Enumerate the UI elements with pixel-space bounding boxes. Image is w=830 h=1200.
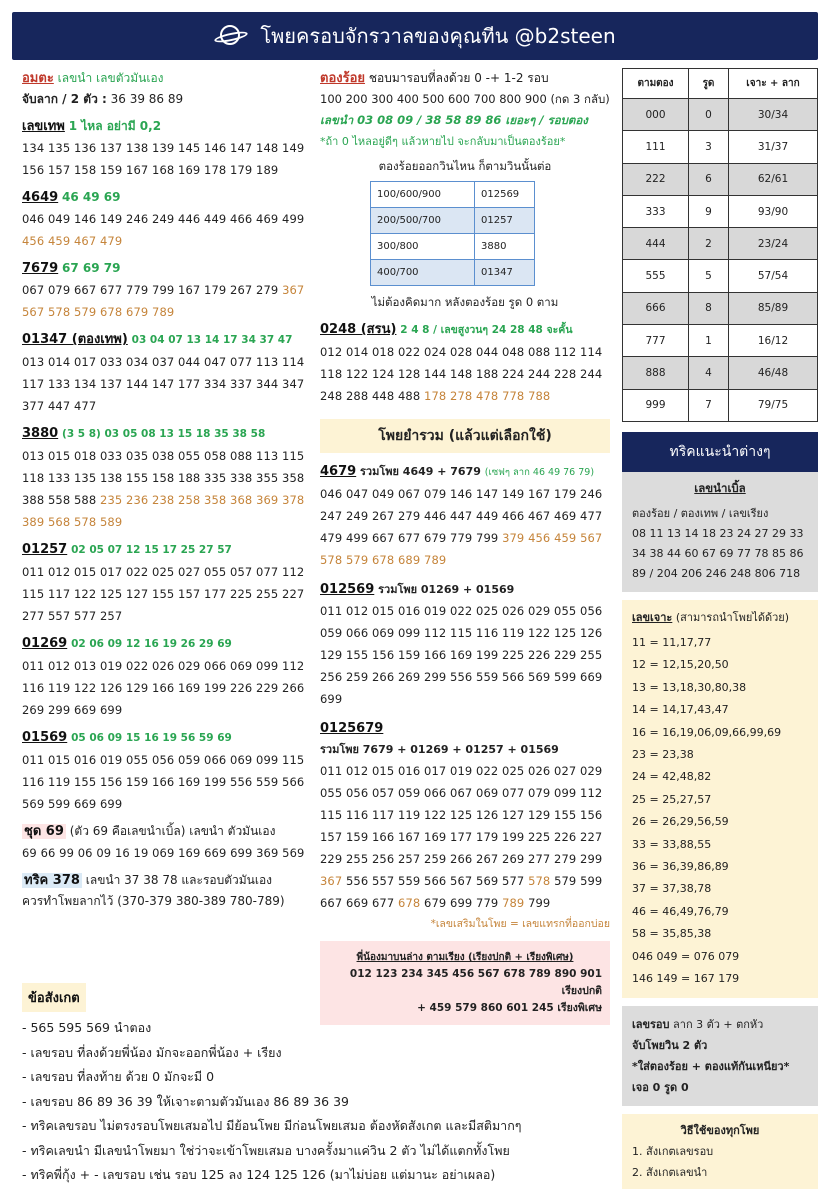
amta-note: เลขนำ เลขตัวมันเอง: [57, 71, 164, 85]
g01569-label: 01569: [22, 730, 68, 745]
g01269-nums: 011 012 013 019 022 026 029 066 069 099 112 116 119 122 126 129 166 169 199 226 229 266 269 299 669 699: [22, 659, 305, 717]
g0248-lead: 2 4 8 / เลขสูงวนๆ 24 28 48 จะคั้น: [400, 324, 573, 336]
jaw-row: 26 = 26,29,56,59: [632, 815, 729, 829]
g012569-title: รวมโพย 01269 + 01569: [378, 583, 515, 596]
jaw-row: 146 149 = 167 179: [632, 972, 740, 986]
g012569-block: [320, 579, 610, 710]
observations-title: ข้อสังเกต: [22, 983, 86, 1012]
jaw-row: 46 = 46,49,76,79: [632, 904, 729, 918]
g4679-block: [320, 461, 610, 571]
double-lead-box: [622, 472, 818, 592]
tong-table-cell: 300/800: [371, 234, 475, 260]
g012569-label: 012569: [320, 582, 375, 597]
g01347-nums: 013 014 017 033 034 037 044 047 077 113 114 117 133 134 137 144 147 177 334 337 344 347 377 447 477: [22, 355, 305, 413]
g0125679-extra: 578: [528, 874, 551, 888]
tong-table: [370, 181, 535, 286]
table-row: 666 8 85/89: [623, 292, 818, 324]
tong-table-cell: 01347: [475, 260, 535, 286]
g0248-block: [320, 319, 610, 407]
g3880-lead: (3 5 8) 03 05 08 13 15 18 35 38 58: [62, 428, 266, 440]
tong-table-cell: 200/500/700: [371, 208, 475, 234]
left-column: [22, 68, 310, 918]
g012569-nums: 011 012 015 016 019 022 025 026 029 055 056 059 066 069 099 112 115 116 119 122 125 126 129 155 156 159 166 169 199 225 226 229 255 256 259 266 269 299 556 559 566 569 599 669 699: [320, 604, 603, 706]
thep-label: เลขเทพ: [22, 119, 65, 134]
trick378-line2: ควรทำโพยลากไว้ (370-379 380-389 780-789): [22, 894, 285, 908]
amta-block: [22, 68, 310, 110]
g0125679-nums: 011 012 015 016 017 019 022 025 026 027 029 055 056 057 059 066 067 069 077 079 099 112 115 116 117 119 122 125 126 127 129 155 156 157 159 166 167 169 177 179 199 225 226 227 229 255 256 257 259 266 267 269 277 279 299: [320, 764, 603, 866]
amta-nums: 36 39 86 89: [110, 92, 184, 106]
how-to-line: 2. สังเกตเลขนำ: [632, 1166, 708, 1180]
g0125679-title: รวมโพย 7679 + 01269 + 01257 + 01569: [320, 743, 559, 756]
how-to-title: วิธีใช้ของทุกโพย: [680, 1124, 760, 1138]
observation-line: - ทริคพี่กุ้ง + - เลขรอบ เช่น รอบ 125 ลง 124 125 126 (มาไม่บ่อย แต่มานะ อย่าเผลอ): [22, 1167, 496, 1182]
g3880-block: [22, 423, 310, 533]
jaw-sub: (สามารถนำโพยได้ด้วย): [675, 610, 790, 624]
g01257-block: [22, 539, 310, 627]
g01269-lead: 02 06 09 12 16 19 26 29 69: [71, 638, 232, 650]
g7679-label: 7679: [22, 261, 59, 276]
g0125679-extra: 789: [502, 896, 525, 910]
observation-line: - ทริคเลขนำ มีเลขนำโพยมา ใช่ว่าจะเข้าโพยเสมอ บางครั้งมาแค่วิน 2 ตัว ไม่ได้แตกทั้งโพย: [22, 1142, 510, 1158]
table-row: 444 2 23/24: [623, 228, 818, 260]
double-lead-sub: ตองร้อย / ตองเทพ / เลขเรียง: [632, 506, 769, 520]
table-row: 222 6 62/61: [623, 163, 818, 195]
observations: [22, 983, 622, 1188]
tong-text: ชอบมารอบที่ลงด้วย 0 -+ 1-2 รอบ: [368, 71, 549, 85]
round-line1: ลาก 3 ตัว + ตกหัว: [673, 1018, 764, 1032]
round-line3: *ใส่ตองร้อย + ตองแท้กันเหนียว*: [632, 1060, 790, 1074]
thep-note: 1 ไหล อย่ามี 0,2: [68, 119, 162, 133]
jaw-row: 33 = 33,88,55: [632, 837, 712, 851]
round-line2: จับโพยวิน 2 ตัว: [632, 1039, 708, 1053]
how-to-box: [622, 1114, 818, 1189]
g4649-nums: 046 049 146 149 246 249 446 449 466 469 499: [22, 212, 305, 226]
tong-label: ตองร้อย: [320, 71, 366, 86]
g4649-extra: 456 459 467 479: [22, 234, 123, 248]
chud69-block: [22, 821, 310, 864]
jaw-row: 23 = 23,38: [632, 748, 694, 761]
g0125679-foot: *เลขเสริมในโพย = เลขแทรกที่ออกบ่อย: [430, 918, 610, 930]
table-header: เจาะ + ลาก: [729, 69, 818, 99]
tong-block: [320, 68, 610, 313]
g4649-block: [22, 187, 310, 252]
header-bar: [12, 12, 818, 60]
table-row: 555 5 57/54: [623, 260, 818, 292]
tong-table-cell: 3880: [475, 234, 535, 260]
sibling-line2: + 459 579 860 601 245 เรียงพิเศษ: [417, 1002, 602, 1014]
chud69-text: (ตัว 69 คือเลขนำเบิ้ล) เลขนำ ตัวมันเอง: [69, 824, 276, 838]
g01269-block: [22, 633, 310, 721]
tong-lead: เลขนำ 03 08 09 / 38 58 89 86 เยอะๆ / รอบตอง: [320, 113, 588, 127]
g0248-nums: 012 014 018 022 024 028 044 048 088 112 114 118 122 124 128 144 148 188 224 244 228 244 248 288 448 488: [320, 345, 603, 403]
g0125679-nums-5: 799: [528, 896, 551, 910]
g01257-lead: 02 05 07 12 15 17 25 27 57: [71, 544, 232, 556]
double-lead-title: เลขนำเบิ้ล: [694, 480, 746, 495]
g0125679-label: 0125679: [320, 721, 384, 736]
tong-table-cell: 012569: [475, 182, 535, 208]
table-row: 888 4 46/48: [623, 357, 818, 389]
table-row: 111 3 31/37: [623, 131, 818, 163]
sibling-line1: 012 123 234 345 456 567 678 789 890 901 เรียงปกติ: [349, 968, 602, 997]
amta-line: จับลาก / 2 ตัว :: [22, 92, 107, 106]
jaw-row: 046 049 = 076 079: [632, 949, 740, 963]
g7679-extra: 367 567 578 579 678 679 789: [22, 283, 305, 319]
tong-table-cell: 100/600/900: [371, 182, 475, 208]
tong-table-cell: 400/700: [371, 260, 475, 286]
g0125679-nums-3: 579 599 667 669 677: [320, 874, 603, 910]
g4649-lead: 46 49 69: [62, 190, 121, 204]
g01569-nums: 011 015 016 019 055 056 059 066 069 099 115 116 119 155 156 159 166 169 199 556 559 566 569 599 669 699: [22, 753, 305, 811]
g01347-lead: 03 04 07 13 14 17 34 37 47: [131, 334, 293, 346]
trick378-text: เลขนำ 37 38 78 และรอบตัวมันเอง: [85, 873, 273, 887]
g01269-label: 01269: [22, 636, 68, 651]
table-header: ตามตอง: [623, 69, 689, 99]
how-to-line: 1. สังเกตเลขรอบ: [632, 1145, 714, 1159]
g0125679-extra: 367: [320, 874, 343, 888]
g4679-label: 4679: [320, 464, 357, 479]
g7679-lead: 67 69 79: [62, 261, 121, 275]
g4679-nums: 046 047 049 067 079 146 147 149 167 179 246 247 249 267 279 446 447 449 466 467 469 477 479 499 667 677 679 779 799: [320, 487, 603, 545]
tips-title: ทริคแนะนำต่างๆ: [622, 432, 818, 472]
observation-line: - เลขรอบ 86 89 36 39 ให้เจาะตามตัวมันเอง 86 89 36 39: [22, 1093, 349, 1109]
tong-foot: ไม่ต้องคิดมาก หลังตองร้อย รูด 0 ตาม: [371, 295, 559, 309]
g01569-block: [22, 727, 310, 815]
g0248-label: 0248 (สรน): [320, 322, 397, 337]
table-row: 777 1 16/12: [623, 325, 818, 357]
jaw-row: 37 = 37,38,78: [632, 882, 712, 896]
g01257-nums: 011 012 015 017 022 025 027 055 057 077 112 115 117 122 125 127 155 157 177 225 255 227 277 557 577 257: [22, 565, 305, 623]
table-row: 000 0 30/34: [623, 99, 818, 131]
g0125679-extra: 678: [398, 896, 421, 910]
round-label: เลขรอบ: [632, 1018, 670, 1032]
tong-table-cell: 01257: [475, 208, 535, 234]
g3880-label: 3880: [22, 426, 59, 441]
observation-line: - เลขรอบ ที่ลงด้วยพี่น้อง มักจะออกพี่น้อง + เรียง: [22, 1044, 282, 1060]
jaw-row: 11 = 11,17,77: [632, 635, 712, 649]
thep-block: [22, 116, 310, 181]
observation-line: - ทริคเลขรอบ ไม่ตรงรอบโพยเสมอไป มีย้อนโพย มีก่อนโพยเสมอ ต้องหัดสังเกต และมีสติมากๆ: [22, 1118, 522, 1133]
amta-label: อมตะ: [22, 71, 54, 86]
jaw-row: 36 = 36,39,86,89: [632, 860, 729, 874]
tong-roll-table: [622, 68, 818, 422]
g7679-block: [22, 258, 310, 323]
jaw-row: 58 = 35,85,38: [632, 927, 712, 941]
g4679-title: รวมโพย 4649 + 7679: [360, 465, 481, 478]
jaw-row: 13 = 13,18,30,80,38: [632, 680, 747, 694]
trick378-block: [22, 870, 310, 912]
g4649-label: 4649: [22, 190, 59, 205]
jaw-row: 16 = 16,19,06,09,66,99,69: [632, 725, 782, 739]
thep-nums: 134 135 136 137 138 139 145 146 147 148 149 156 157 158 159 167 168 169 178 179 189: [22, 141, 305, 177]
chud69-nums: 69 66 99 06 09 16 19 069 169 669 699 369 569: [22, 846, 305, 860]
g4679-note: (เซฟๆ ลาก 46 49 76 79): [484, 467, 595, 478]
jaw-row: 24 = 42,48,82: [632, 770, 712, 784]
g3880-extra: 235 236 238 258 358 368 369 378 389 568 578 589: [22, 493, 305, 529]
right-column: [622, 68, 818, 1189]
g0125679-nums-4: 679 699 779: [424, 896, 499, 910]
g3880-nums: 013 015 018 033 035 038 055 058 088 113 115 118 133 135 138 155 158 188 335 338 355 358 388 558 588: [22, 449, 305, 507]
planet-icon: [214, 21, 250, 51]
observation-line: - 565 595 569 นำตอง: [22, 1020, 152, 1035]
table-row: 333 9 93/90: [623, 195, 818, 227]
g0125679-nums-2: 556 557 559 566 567 569 577: [346, 874, 525, 888]
tong-nums: 100 200 300 400 500 600 700 800 900 (กด 3 กลับ): [320, 92, 610, 106]
round-box: [622, 1006, 818, 1106]
table-header: รูด: [689, 69, 729, 99]
g01347-block: [22, 329, 310, 417]
g0248-extra: 178 278 478 778 788: [424, 389, 551, 403]
sibling-title: พี่น้องมาบนล่าง ตามเรียง (เรียงปกติ + เรียงพิเศษ): [356, 952, 574, 963]
tong-note: *ถ้า 0 ไหลอยู่ดีๆ แล้วหายไป จะกลับมาเป็นตองร้อย*: [320, 135, 566, 148]
jaw-title: เลขเจาะ: [632, 610, 673, 624]
trick378-label: ทริค 378: [24, 873, 80, 888]
jaw-row: 12 = 12,15,20,50: [632, 658, 729, 672]
combo-title: โพยยำรวม (แล้วแต่เลือกใช้): [320, 419, 610, 453]
g0125679-block: [320, 718, 610, 935]
g01257-label: 01257: [22, 542, 68, 557]
g01347-label: 01347 (ตองเทพ): [22, 332, 128, 347]
middle-column: [320, 68, 610, 1025]
g4679-extra: 379 456 459 567 578 579 678 689 789: [320, 531, 603, 567]
double-lead-nums: 08 11 13 14 18 23 24 27 29 33 34 38 44 60 67 69 77 78 85 86 89 / 204 206 246 248 806 718: [632, 526, 804, 580]
jaw-row: 25 = 25,27,57: [632, 792, 712, 806]
chud69-label: ชุด 69: [24, 824, 64, 839]
tong-caption: ตองร้อยออกวินไหน ก็ตามวินนั้นต่อ: [378, 159, 552, 173]
page-title: โพยครอบจักรวาลของคุณทีน @b2steen: [260, 24, 616, 48]
round-line4: เจอ 0 รูด 0: [632, 1081, 689, 1095]
g01569-lead: 05 06 09 15 16 19 56 59 69: [71, 732, 232, 744]
jaw-box: [622, 600, 818, 999]
observation-line: - เลขรอบ ที่ลงท้าย ด้วย 0 มักจะมี 0: [22, 1069, 215, 1084]
table-row: 999 7 79/75: [623, 389, 818, 421]
g7679-nums: 067 079 667 677 779 799 167 179 267 279: [22, 283, 279, 297]
jaw-row: 14 = 14,17,43,47: [632, 703, 729, 717]
